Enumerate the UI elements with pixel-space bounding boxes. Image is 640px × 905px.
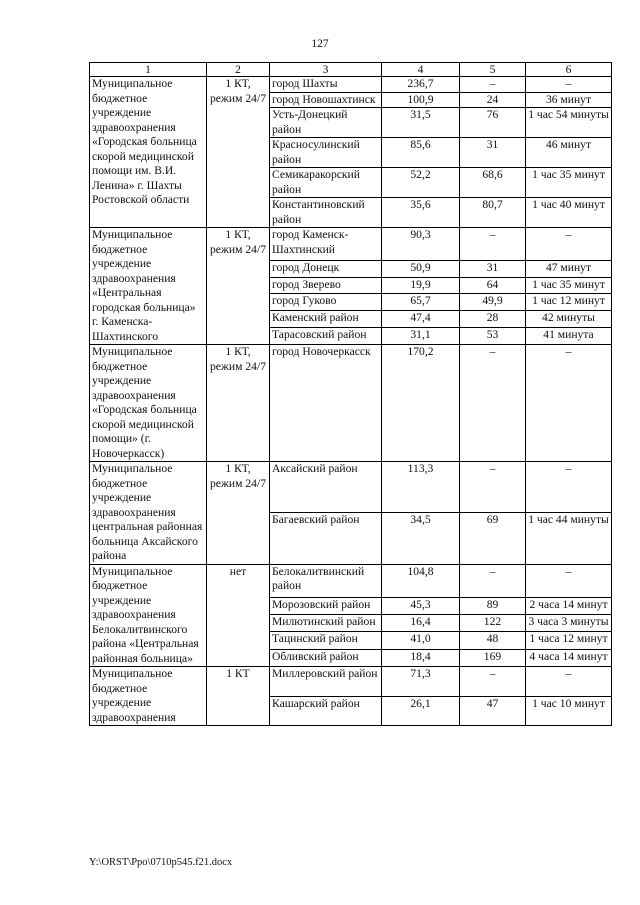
population-cell: 236,7 [382, 77, 460, 93]
table-row [90, 667, 612, 697]
distance-cell: 169 [460, 649, 526, 666]
time-cell: 3 часа 3 минуты [526, 615, 612, 632]
distance-cell: 31 [460, 260, 526, 277]
area-cell: Константиновский район [270, 198, 382, 228]
table-body [90, 77, 612, 726]
time-cell: 1 часа 12 минут [526, 632, 612, 649]
time-cell: 42 минуты [526, 311, 612, 328]
population-cell: 35,6 [382, 198, 460, 228]
population-cell: 90,3 [382, 228, 460, 261]
table-row [90, 228, 612, 261]
column-header: 6 [526, 63, 612, 77]
area-cell: город Гуково [270, 294, 382, 311]
area-cell: Миллеровский район [270, 667, 382, 697]
area-cell: Багаевский район [270, 513, 382, 564]
ct-cell: 1 КТ, режим 24/7 [207, 345, 270, 462]
table-row [90, 462, 612, 513]
institution-cell: Муниципальное бюджетное учреждение здравоохранения центральная районная больница Аксайского района [90, 462, 207, 565]
institution-cell: Муниципальное бюджетное учреждение здравоохранения [90, 667, 207, 726]
distance-cell: – [460, 228, 526, 261]
population-cell: 26,1 [382, 696, 460, 726]
ct-cell: нет [207, 564, 270, 667]
time-cell: 1 час 40 минут [526, 198, 612, 228]
distance-cell: 69 [460, 513, 526, 564]
population-cell: 31,5 [382, 108, 460, 138]
distance-cell: – [460, 564, 526, 597]
time-cell: 1 час 12 минут [526, 294, 612, 311]
area-cell: Тацинский район [270, 632, 382, 649]
population-cell: 100,9 [382, 92, 460, 108]
distance-cell: – [460, 77, 526, 93]
population-cell: 104,8 [382, 564, 460, 597]
ct-cell: 1 КТ [207, 667, 270, 726]
data-table [89, 62, 612, 726]
population-cell: 71,3 [382, 667, 460, 697]
distance-cell: 122 [460, 615, 526, 632]
time-cell: 1 час 35 минут [526, 277, 612, 294]
area-cell: Обливский район [270, 649, 382, 666]
area-cell: город Новошахтинск [270, 92, 382, 108]
column-header: 5 [460, 63, 526, 77]
time-cell: 1 час 10 минут [526, 696, 612, 726]
table-row [90, 345, 612, 462]
distance-cell: 76 [460, 108, 526, 138]
column-header: 4 [382, 63, 460, 77]
time-cell: 1 час 54 минуты [526, 108, 612, 138]
area-cell: Белокалитвинский район [270, 564, 382, 597]
table-row [90, 77, 612, 93]
column-header: 1 [90, 63, 207, 77]
ct-cell: 1 КТ, режим 24/7 [207, 77, 270, 228]
time-cell: 46 минут [526, 138, 612, 168]
footer-file-path: Y:\ORST\Ppo\0710p545.f21.docx [89, 857, 233, 868]
population-cell: 113,3 [382, 462, 460, 513]
population-cell: 50,9 [382, 260, 460, 277]
distance-cell: 64 [460, 277, 526, 294]
ct-cell: 1 КТ, режим 24/7 [207, 462, 270, 565]
area-cell: Красносулинский район [270, 138, 382, 168]
distance-cell: 89 [460, 597, 526, 614]
institution-cell: Муниципальное бюджетное учреждение здравоохранения «Центральная городская больница» г. Каменска-Шахтинского [90, 228, 207, 345]
area-cell: город Шахты [270, 77, 382, 93]
area-cell: Семикаракорский район [270, 168, 382, 198]
distance-cell: 47 [460, 696, 526, 726]
distance-cell: – [460, 345, 526, 462]
page-number: 127 [311, 38, 329, 50]
column-header: 2 [207, 63, 270, 77]
time-cell: – [526, 564, 612, 597]
population-cell: 52,2 [382, 168, 460, 198]
time-cell: 47 минут [526, 260, 612, 277]
area-cell: Тарасовский район [270, 328, 382, 345]
area-cell: Морозовский район [270, 597, 382, 614]
area-cell: город Каменск-Шахтинский [270, 228, 382, 261]
time-cell: 2 часа 14 минут [526, 597, 612, 614]
population-cell: 170,2 [382, 345, 460, 462]
time-cell: 1 час 44 минуты [526, 513, 612, 564]
time-cell: – [526, 462, 612, 513]
population-cell: 34,5 [382, 513, 460, 564]
time-cell: – [526, 228, 612, 261]
area-cell: город Зверево [270, 277, 382, 294]
time-cell: 1 час 35 минут [526, 168, 612, 198]
distance-cell: 24 [460, 92, 526, 108]
population-cell: 19,9 [382, 277, 460, 294]
population-cell: 41,0 [382, 632, 460, 649]
population-cell: 31,1 [382, 328, 460, 345]
distance-cell: 80,7 [460, 198, 526, 228]
area-cell: Кашарский район [270, 696, 382, 726]
area-cell: город Донецк [270, 260, 382, 277]
institution-cell: Муниципальное бюджетное учреждение здравоохранения «Городская больница скорой медицинской помощи» (г. Новочеркасск) [90, 345, 207, 462]
time-cell: – [526, 345, 612, 462]
distance-cell: – [460, 667, 526, 697]
time-cell: – [526, 667, 612, 697]
area-cell: Аксайский район [270, 462, 382, 513]
area-cell: Усть-Донецкий район [270, 108, 382, 138]
header-row [90, 63, 612, 77]
distance-cell: 53 [460, 328, 526, 345]
distance-cell: 28 [460, 311, 526, 328]
distance-cell: 68,6 [460, 168, 526, 198]
area-cell: Милютинский район [270, 615, 382, 632]
population-cell: 45,3 [382, 597, 460, 614]
institution-cell: Муниципальное бюджетное учреждение здравоохранения «Городская больница скорой медицинской помощи им. В.И. Ленина» г. Шахты Ростовской области [90, 77, 207, 228]
distance-cell: 31 [460, 138, 526, 168]
distance-cell: 48 [460, 632, 526, 649]
area-cell: город Новочеркасск [270, 345, 382, 462]
population-cell: 47,4 [382, 311, 460, 328]
distance-cell: – [460, 462, 526, 513]
table-row [90, 564, 612, 597]
column-header: 3 [270, 63, 382, 77]
population-cell: 18,4 [382, 649, 460, 666]
area-cell: Каменский район [270, 311, 382, 328]
distance-cell: 49,9 [460, 294, 526, 311]
institution-cell: Муниципальное бюджетное учреждение здравоохранения Белокалитвинского района «Центральная районная больница» [90, 564, 207, 667]
population-cell: 65,7 [382, 294, 460, 311]
population-cell: 85,6 [382, 138, 460, 168]
time-cell: 4 часа 14 минут [526, 649, 612, 666]
time-cell: 36 минут [526, 92, 612, 108]
population-cell: 16,4 [382, 615, 460, 632]
time-cell: – [526, 77, 612, 93]
ct-cell: 1 КТ, режим 24/7 [207, 228, 270, 345]
time-cell: 41 минута [526, 328, 612, 345]
